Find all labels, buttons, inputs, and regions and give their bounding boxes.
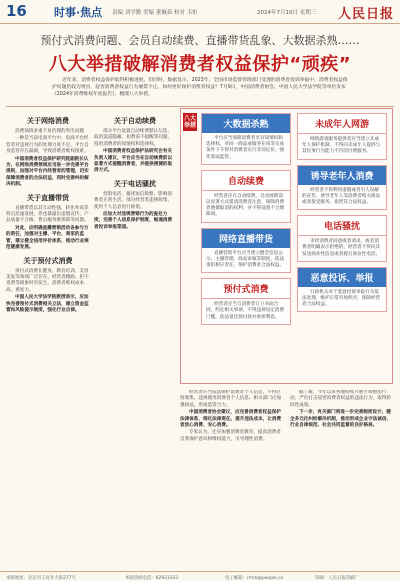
section-heading: 关于自动续费 — [114, 117, 156, 125]
paragraph: 据了解，今年以来各地持续开展专项整治行动，严厉打击侵害消费者权益的违法行为，取得阶段性成效。 — [290, 390, 392, 408]
paragraph: 中国消费者权益保护研究院副院长认为，在网络消费领域应当进一步完善平台规则，加强对平台内经营者的管理，切实保障消费者的合法权益，同时完善纠纷解决机制。 — [6, 156, 89, 188]
paragraph: 对此，应明确直播营销活动各参与方的责任，加强对主播、平台、商家的监管，建立健全信用评价体系，推动行业规范健康发展。 — [6, 225, 89, 251]
paragraph: 中国消费者权益保护法研究会有关负责人建议，平台应当在自动续费前以显著方式提醒消费者，并提供便捷的取消方式。 — [94, 149, 173, 174]
measure-box — [297, 215, 387, 262]
divider — [6, 106, 394, 107]
measure-box — [297, 165, 387, 211]
section-heading: 关于电话骚扰 — [114, 179, 156, 188]
measures-sidebar — [180, 108, 393, 384]
section-heading: 关于直播带货 — [27, 193, 69, 202]
section-name: 时事·焦点 — [54, 6, 103, 19]
measure-text: 网络游戏服务提供者应当建立未成年人保护机制，不得向未成年人提供与其民事行为能力不符的付费服务。 — [302, 137, 381, 155]
measure-box — [201, 278, 291, 325]
issue-date: 2024年7月10日 星期三 — [257, 10, 317, 16]
paragraph: 营销电话、骚扰短信频繁，影响消费者正常生活。部分经营者违规收集、使用个人信息进行推销。 — [94, 191, 173, 210]
article-column-4 — [290, 390, 394, 568]
article-column-3 — [180, 390, 284, 568]
measure-text: 直播营销平台应当建立健全信息公示、主播管理、商品审核等制度，依法承担相应责任，保护消费者合法权益。 — [206, 250, 285, 269]
measure-text: 平台应当保障消费者享有知情权和选择权，对同一商品或服务在同等交易条件下不得对消费者实行差别定价，强化算法监管。 — [206, 136, 285, 160]
measure-title: 预付式消费 — [202, 279, 290, 299]
measure-text: 经营者不得利用虚假或者引人误解的宣传，诱导老年人等消费者购买商品或者接受服务，损害其合法权益。 — [302, 187, 381, 206]
measure-box — [201, 170, 291, 223]
footer-address: 本版地址：北京市王府井大街277号 — [6, 576, 76, 581]
measure-title: 未成年人网游 — [298, 114, 386, 134]
paragraph: 预付式消费在健身、教育培训、美容美发等领域广泛存在，经营者跑路、拒不退费等现象时有发生，消费者维权成本高、难度大。 — [6, 268, 89, 293]
paragraph: 应加大对违规营销行为的查处力度，完善个人信息保护制度，畅通消费者投诉举报渠道。 — [94, 212, 173, 230]
measure-title: 恶意投诉、举报 — [298, 268, 386, 287]
kicker: 预付式消费问题、会员自动续费、直播带货乱象、大数据杀熟…… — [40, 34, 360, 47]
paragraph: 下一步，有关部门将进一步完善制度设计，健全多元化纠纷解决机制，推动形成企业守法诚信、行业自律规范、社会共同监督的良好格局。 — [290, 410, 392, 429]
measure-title: 网络直播带货 — [202, 229, 290, 248]
measure-box — [201, 113, 291, 165]
article-column-1 — [6, 112, 90, 567]
footer-phone: 本版热线电话：82923333 — [125, 576, 179, 581]
measure-text: 行政机关对于恶意投诉举报行为依法处理，维护正常市场秩序，保障经营者合法权益。 — [302, 289, 381, 308]
paragraph: 一种是当前电商平台中，电商平台经营者对违规行为的处理力度不足，平台自身监管存在漏洞，导致消费者维权困难。 — [6, 136, 89, 155]
headline: 八大举措破解消费者权益保护“顽疾” — [48, 54, 352, 75]
paragraph: 部分平台设置自动续费默认勾选、取消渠道隐蔽、扣费前不提醒等问题，侵害消费者的知情权和选择权。 — [94, 129, 173, 147]
measure-box — [297, 113, 387, 160]
newspaper-logo: 人民日报 — [338, 7, 395, 22]
paragraph: 经营者应当依法保护消费者个人信息，不得过度收集、违规使用消费者个人信息。相关部门应加强执法，形成监管合力。 — [180, 390, 282, 408]
page-footer — [0, 571, 400, 581]
measure-text: 经营者应当与消费者订立书面合同，约定相关事项，不得违规设定消费门槛，依法退还预付款并承担利息。 — [206, 302, 285, 320]
lead-paragraph: 近年来，消费者权益保护取得积极进展，但同时，数据显示，2023年，全国市场监督管理部门受理的消费者投诉举报中，消费者权益保护问题仍较为突出，侵害消费者权益行为屡禁不止。如何更好保护消费者权益？7月9日，中国消费者协会、中国人民大学法学院等单位发布《2024年消费维权年度报告》，梳理八大举措。 — [52, 78, 348, 97]
page-number: 16 — [6, 2, 27, 20]
sidebar-label: 八大举措 — [183, 115, 196, 129]
sidebar-column-left — [201, 113, 291, 330]
measure-title: 大数据杀熟 — [202, 114, 290, 133]
measure-text: 未经消费者同意或者请求，或者消费者明确表示拒绝的，经营者不得向其发送商业性信息或者拨打商业性电话。 — [302, 239, 381, 257]
paragraph: 中国人民大学法学院教授表示，应加快完善预付式消费相关立法，建立资金监管和风险提示制度，强化行业自律。 — [6, 295, 89, 313]
measure-box — [201, 228, 291, 274]
section-heading: 关于网络消费 — [27, 117, 69, 125]
footer-printer: 印刷：人民日报印刷厂 — [315, 576, 359, 581]
measure-title: 自动续费 — [202, 171, 290, 191]
masthead — [0, 0, 400, 24]
measure-text: 经营者应在自动续费、自动展期前以显著方式提请消费者注意，保障消费者便捷取消的权利，并不得设置不合理障碍。 — [206, 193, 285, 218]
measure-title: 电话骚扰 — [298, 216, 386, 236]
measure-box — [297, 267, 387, 313]
section-heading: 关于预付式消费 — [23, 256, 73, 265]
paragraph: 中国消费者协会建议，应完善消费者权益保护法律体系，细化法律责任，提升违法成本，让消费者放心消费、安心消费。 — [180, 410, 282, 429]
article-column-2 — [94, 112, 176, 567]
paragraph: 专家认为，还应加强消费者教育，提高消费者自我保护意识和维权能力，引导理性消费。 — [180, 430, 281, 442]
paragraph: 直播带货以其互动性强、转化率高等特点迅速发展，但也暴露出虚假宣传、产品质量不合格、售后服务难保障等问题。 — [6, 205, 89, 224]
sidebar-column-right — [297, 113, 387, 317]
editors-line: 责编 刘学勤 美编 董佩茹 校对 韦炬 — [112, 10, 198, 16]
paragraph: 消费领域多重不易治理的突出问题 — [15, 129, 84, 134]
footer-email: 电子邮箱：rmrb@people.cn — [225, 576, 284, 581]
measure-title: 诱导老年人消费 — [298, 166, 386, 185]
